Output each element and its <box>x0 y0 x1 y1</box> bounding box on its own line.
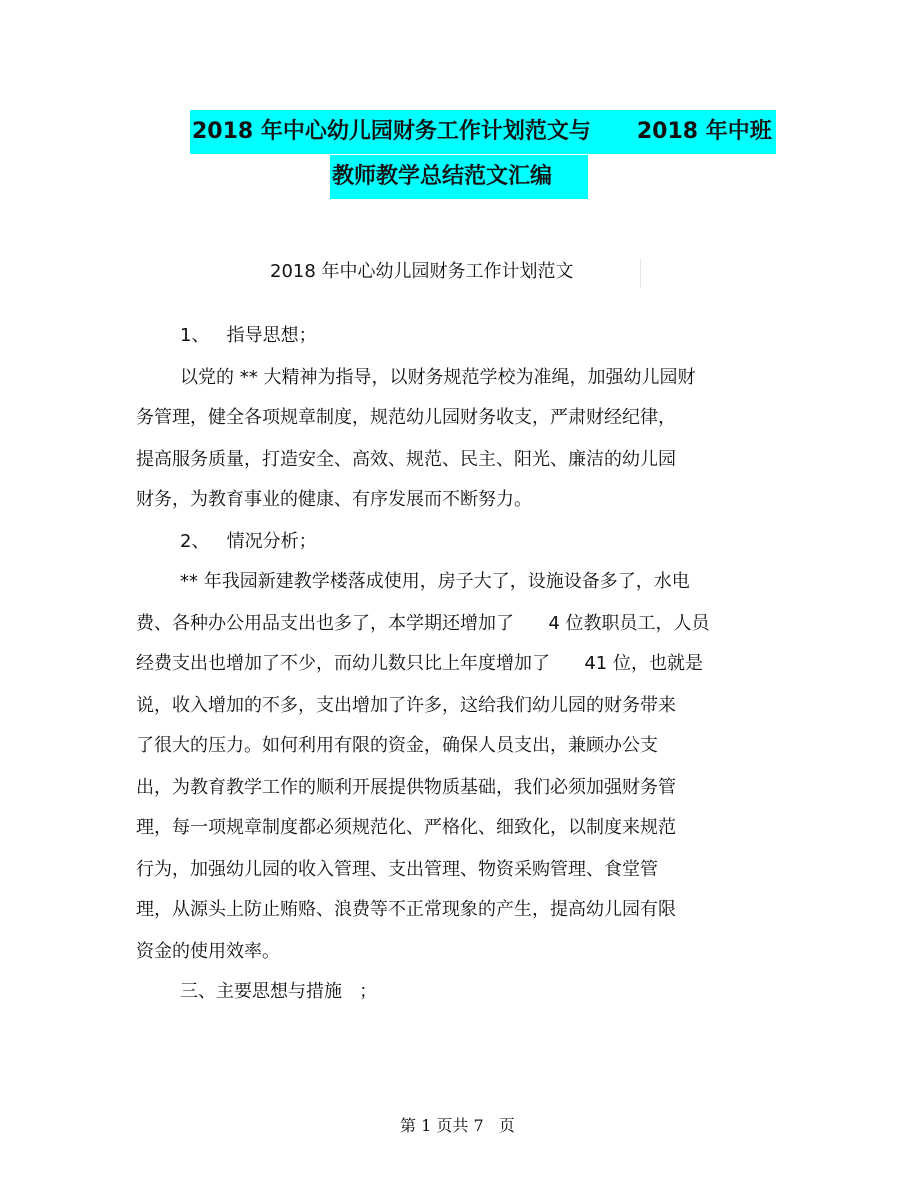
section-subtitle: 2018 年中心幼儿园财务工作计划范文 <box>270 261 574 282</box>
paragraph-line: 以党的 ** 大精神为指导，以财务规范学校为准绳，加强幼儿园财 <box>180 367 696 388</box>
text-frame-edge <box>640 258 643 288</box>
paragraph-line: 出，为教育教学工作的顺利开展提供物质基础，我们必须加强财务管 <box>136 777 676 798</box>
heading-guiding-ideology: 1、 指导思想； <box>180 325 317 346</box>
title-line-1: 2018 年中心幼儿园财务工作计划范文与 2018 年中班 <box>190 110 776 154</box>
paragraph-line: 提高服务质量，打造安全、高效、规范、民主、阳光、廉洁的幼儿园 <box>136 449 676 470</box>
paragraph-line: 行为，加强幼儿园的收入管理、支出管理、物资采购管理、食堂管 <box>136 859 658 880</box>
paragraph-line: 资金的使用效率。 <box>136 941 280 962</box>
paragraph-line: 理，每一项规章制度都必须规范化、严格化、细致化，以制度来规范 <box>136 817 676 838</box>
page-number-footer: 第 1 页共 7 页 <box>400 1116 515 1135</box>
paragraph-line: 经费支出也增加了不少，而幼儿数只比上年度增加了 41 位，也就是 <box>136 653 703 674</box>
paragraph-line: ** 年我园新建教学楼落成使用，房子大了，设施设备多了，水电 <box>180 571 690 592</box>
heading-main-measures: 三、主要思想与措施 ； <box>180 981 378 1002</box>
paragraph-line: 费、各种办公用品支出也多了，本学期还增加了 4 位教职员工，人员 <box>136 613 710 634</box>
title-line-2: 教师教学总结范文汇编 <box>330 155 588 199</box>
paragraph-line: 理，从源头上防止贿赂、浪费等不正常现象的产生，提高幼儿园有限 <box>136 899 676 920</box>
paragraph-line: 务管理，健全各项规章制度，规范幼儿园财务收支，严肃财经纪律， <box>136 407 676 428</box>
paragraph-line: 了很大的压力。如何利用有限的资金，确保人员支出，兼顾办公支 <box>136 735 658 756</box>
paragraph-line: 说，收入增加的不多，支出增加了许多，这给我们幼儿园的财务带来 <box>136 695 676 716</box>
heading-situation-analysis: 2、 情况分析； <box>180 531 317 552</box>
paragraph-line: 财务，为教育事业的健康、有序发展而不断努力。 <box>136 489 532 510</box>
